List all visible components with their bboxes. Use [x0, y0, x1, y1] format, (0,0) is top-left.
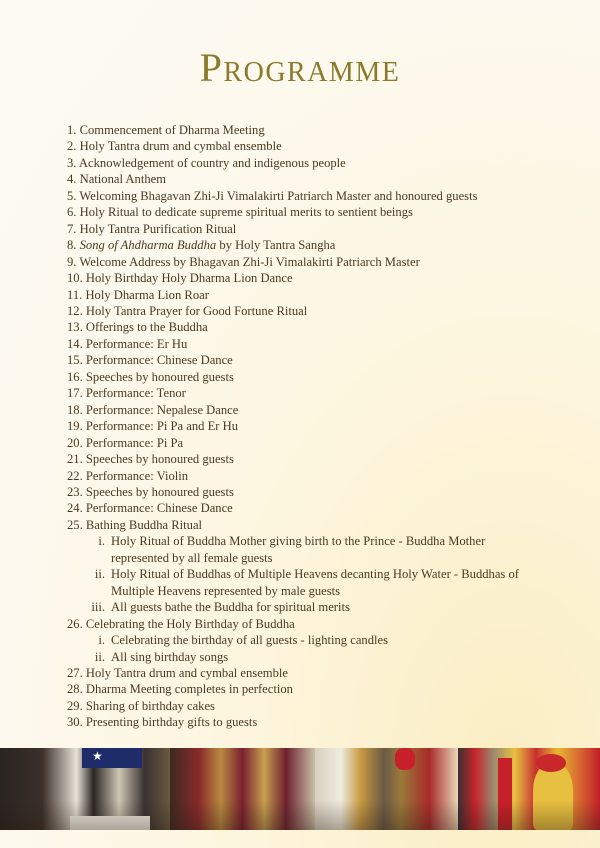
programme-item: [67, 714, 557, 730]
item-number: 30.: [67, 715, 83, 730]
programme-item: [67, 698, 557, 714]
photo-bathing-buddha: [315, 748, 458, 830]
item-text: Commencement of Dharma Meeting: [79, 123, 265, 137]
item-number: 11.: [67, 287, 83, 302]
item-number: 1.: [67, 123, 77, 137]
programme-subitem: [67, 566, 557, 599]
programme-item: [67, 270, 557, 286]
item-number: 3.: [67, 155, 77, 170]
item-text: Performance: Violin: [85, 468, 189, 483]
item-text: by Holy Tantra Sangha: [216, 238, 336, 253]
item-text: Holy Ritual to dedicate supreme spiritual merits to sentient beings: [79, 205, 413, 220]
item-text: Acknowledgement of country and indigenous people: [78, 155, 346, 170]
item-text: Speeches by honoured guests: [85, 452, 234, 467]
programme-item: [67, 616, 557, 632]
item-text: Speeches by honoured guests: [85, 369, 234, 384]
item-number: 9.: [67, 254, 77, 269]
item-number: 6.: [67, 205, 77, 220]
item-number: 14.: [67, 336, 83, 351]
lion-head: [536, 754, 566, 772]
item-text: Performance: Chinese Dance: [85, 501, 233, 516]
item-text: Presenting birthday gifts to guests: [85, 715, 258, 730]
item-number: 27.: [67, 665, 83, 680]
programme-item: [67, 352, 557, 368]
programme-item: [67, 204, 557, 220]
item-number: 8.: [67, 238, 77, 253]
item-number: 29.: [67, 698, 83, 713]
item-number: 23.: [67, 484, 83, 499]
programme-item: [67, 237, 557, 253]
item-number: 15.: [67, 353, 83, 368]
item-text: Performance: Pi Pa and Er Hu: [85, 419, 239, 434]
item-number: 22.: [67, 468, 83, 483]
item-text: Holy Tantra Prayer for Good Fortune Ritual: [85, 303, 308, 318]
programme-item: [67, 319, 557, 335]
programme-item: [67, 122, 557, 138]
photo-cake-cutting: [0, 748, 170, 830]
item-number: 19.: [67, 419, 83, 434]
programme-item: [67, 402, 557, 418]
item-text: Holy Birthday Holy Dharma Lion Dance: [85, 271, 293, 286]
item-text: Performance: Tenor: [85, 386, 186, 401]
programme-item: [67, 500, 557, 516]
item-number: 24.: [67, 501, 83, 516]
item-number: 10.: [67, 271, 83, 286]
photo-procession: [170, 748, 315, 830]
subitem-number: ii.: [94, 649, 105, 664]
subitem-text: Holy Ritual of Buddha Mother giving birth to the Prince - Buddha Mother represented by all female guests: [111, 534, 486, 565]
programme-subitem: [67, 533, 557, 566]
photo-strip: [0, 748, 600, 830]
item-number: 5.: [67, 188, 77, 203]
item-text: Offerings to the Buddha: [85, 320, 208, 335]
item-number: 18.: [67, 402, 83, 417]
lantern-icon: [395, 748, 415, 770]
programme-item: [67, 418, 557, 434]
item-number: 2.: [67, 139, 77, 154]
item-text: National Anthem: [79, 172, 167, 187]
item-text: Performance: Nepalese Dance: [85, 402, 239, 417]
programme-item: [67, 171, 557, 187]
item-text: Sharing of birthday cakes: [85, 698, 215, 713]
item-text: Celebrating the Holy Birthday of Buddha: [85, 616, 295, 631]
programme-item: [67, 287, 557, 303]
item-text: Welcome Address by Bhagavan Zhi-Ji Vimalakirti Patriarch Master: [79, 254, 420, 269]
programme-list: [67, 122, 557, 731]
programme-item: [67, 369, 557, 385]
programme-subitem: [67, 649, 557, 665]
subitem-number: iii.: [91, 600, 105, 615]
item-number: 17.: [67, 386, 83, 401]
photo-lion-dance: [458, 748, 600, 830]
subitem-number: i.: [98, 534, 105, 549]
item-text: Bathing Buddha Ritual: [85, 517, 203, 532]
programme-item: [67, 451, 557, 467]
page-title: Programme: [199, 45, 401, 90]
programme-subitem: [67, 632, 557, 648]
item-text: Holy Tantra drum and cymbal ensemble: [79, 139, 282, 154]
item-number: 13.: [67, 320, 83, 335]
item-text: Holy Tantra Purification Ritual: [79, 221, 237, 236]
item-title-italic: Song of Ahdharma Buddha: [79, 238, 217, 253]
programme-item: [67, 188, 557, 204]
item-number: 25.: [67, 517, 83, 532]
programme-item: [67, 138, 557, 154]
item-number: 7.: [67, 221, 77, 236]
programme-item: [67, 155, 557, 171]
programme-item: [67, 303, 557, 319]
item-text: Speeches by honoured guests: [85, 484, 234, 499]
item-text: Dharma Meeting completes in perfection: [85, 682, 293, 697]
item-text: Welcoming Bhagavan Zhi-Ji Vimalakirti Patriarch Master and honoured guests: [79, 188, 478, 203]
item-text: Performance: Er Hu: [85, 336, 188, 351]
subitem-text: All guests bathe the Buddha for spiritual merits: [111, 600, 350, 615]
programme-item: [67, 336, 557, 352]
programme-item: [67, 681, 557, 697]
programme-item: [67, 385, 557, 401]
item-number: 16.: [67, 369, 83, 384]
subitem-text: Celebrating the birthday of all guests - lighting candles: [111, 633, 388, 648]
item-number: 28.: [67, 682, 83, 697]
item-number: 20.: [67, 435, 83, 450]
subitem-number: ii.: [94, 567, 105, 582]
item-number: 4.: [67, 172, 77, 187]
programme-item: [67, 435, 557, 451]
subitem-text: All sing birthday songs: [111, 649, 229, 664]
item-text: Holy Tantra drum and cymbal ensemble: [85, 665, 288, 680]
item-number: 12.: [67, 303, 83, 318]
programme-subitem: [67, 599, 557, 615]
item-number: 21.: [67, 452, 83, 467]
subitem-number: i.: [98, 633, 105, 648]
item-text: Performance: Chinese Dance: [85, 353, 233, 368]
subitem-text: Holy Ritual of Buddhas of Multiple Heavens decanting Holy Water - Buddhas of Multiple Heavens represented by male guests: [111, 567, 519, 598]
programme-item: [67, 254, 557, 270]
programme-item: [67, 221, 557, 237]
australian-flag-icon: [82, 748, 142, 768]
item-text: Performance: Pi Pa: [85, 435, 184, 450]
item-number: 26.: [67, 616, 83, 631]
programme-item: [67, 484, 557, 500]
programme-item: [67, 468, 557, 484]
item-text: Holy Dharma Lion Roar: [85, 287, 209, 302]
programme-item: [67, 517, 557, 533]
programme-item: [67, 665, 557, 681]
